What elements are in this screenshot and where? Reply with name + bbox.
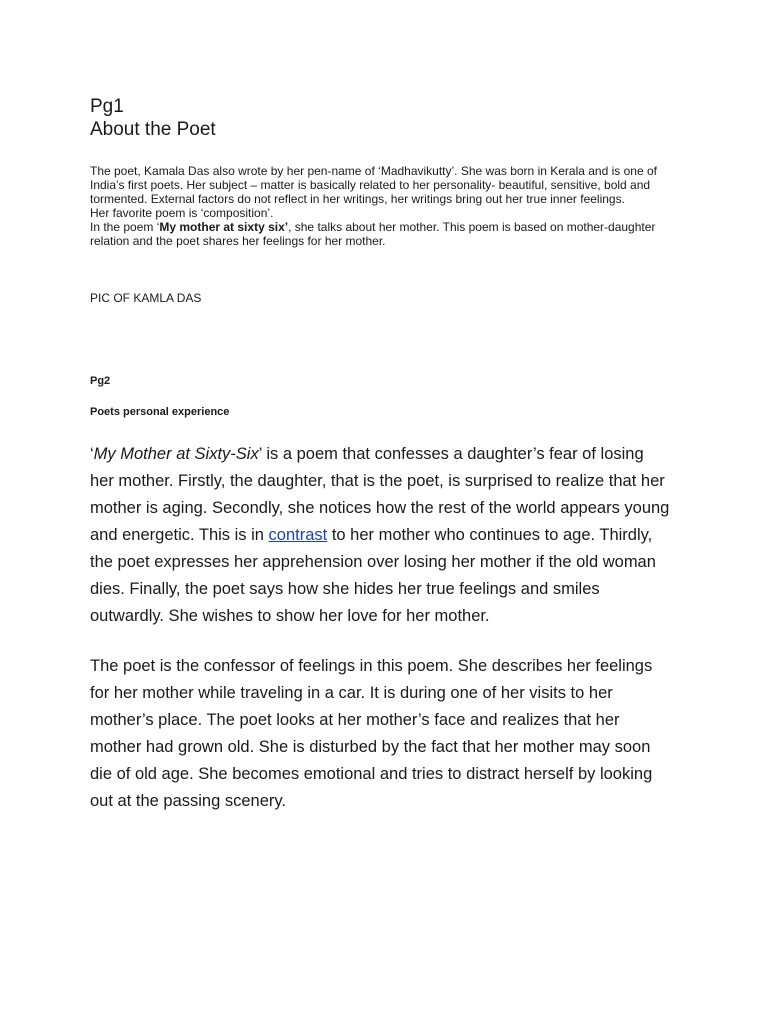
section-title-about-poet: About the Poet <box>90 119 216 140</box>
contrast-link[interactable]: contrast <box>268 526 328 544</box>
para1-text-before-link: ’ is a poem that confesses a daughter’s fear of losing her mother. Firstly, the daughter, that is the poet, is surprised to realize that her mother is aging. Secondly, she notices how the rest of the world appears young and energetic. This is in <box>90 445 670 544</box>
para1-text-after-link: to her mother who continues to age. Thirdly, the poet expresses her apprehension over losing her mother if the old woman dies. Finally, the poet says how she hides her true feelings and smiles outwardly. She wishes to show her love for her mother. <box>90 526 656 625</box>
poem-mention-line <box>90 220 670 248</box>
poet-intro-text <box>90 164 670 248</box>
poem-title-italic: My Mother at Sixty-Six <box>93 445 259 463</box>
body-paragraph-2: The poet is the confessor of feelings in this poem. She describes her feelings for her mother while traveling in a car. It is during one of her visits to her mother’s place. The poet looks at her mother’s face and realizes that her mother had grown old. She is disturbed by the fact that her mother may soon die of old age. She becomes emotional and tries to distract herself by looking out at the passing scenery. <box>90 657 653 810</box>
poem-mention-suffix: , she talks about her mother. This poem is based on mother-daughter relation and the poet shares her feelings for her mother. <box>90 220 656 248</box>
poem-mention-prefix: In the poem ‘ <box>90 220 160 234</box>
quote-open: ‘ <box>90 445 94 463</box>
page-label-pg1: Pg1 <box>90 96 124 117</box>
body-paragraph-1 <box>90 441 670 630</box>
page-label-pg2: Pg2 <box>90 375 111 387</box>
poem-title-bold: My mother at sixty six’ <box>159 220 289 234</box>
intro-paragraph: The poet, Kamala Das also wrote by her pen-name of ‘Madhavikutty’. She was born in Kerala and is one of India’s first poets. Her subject – matter is basically related to her personality- beautiful, sensitive, bold and tormented. External factors do not reflect in her writings, her writings bring out her true inner feelings. <box>90 164 657 206</box>
favorite-poem-line: Her favorite poem is ‘composition’. <box>90 206 274 220</box>
section-title-personal-experience: Poets personal experience <box>90 406 230 418</box>
image-placeholder-caption: PIC OF KAMLA DAS <box>90 291 202 305</box>
